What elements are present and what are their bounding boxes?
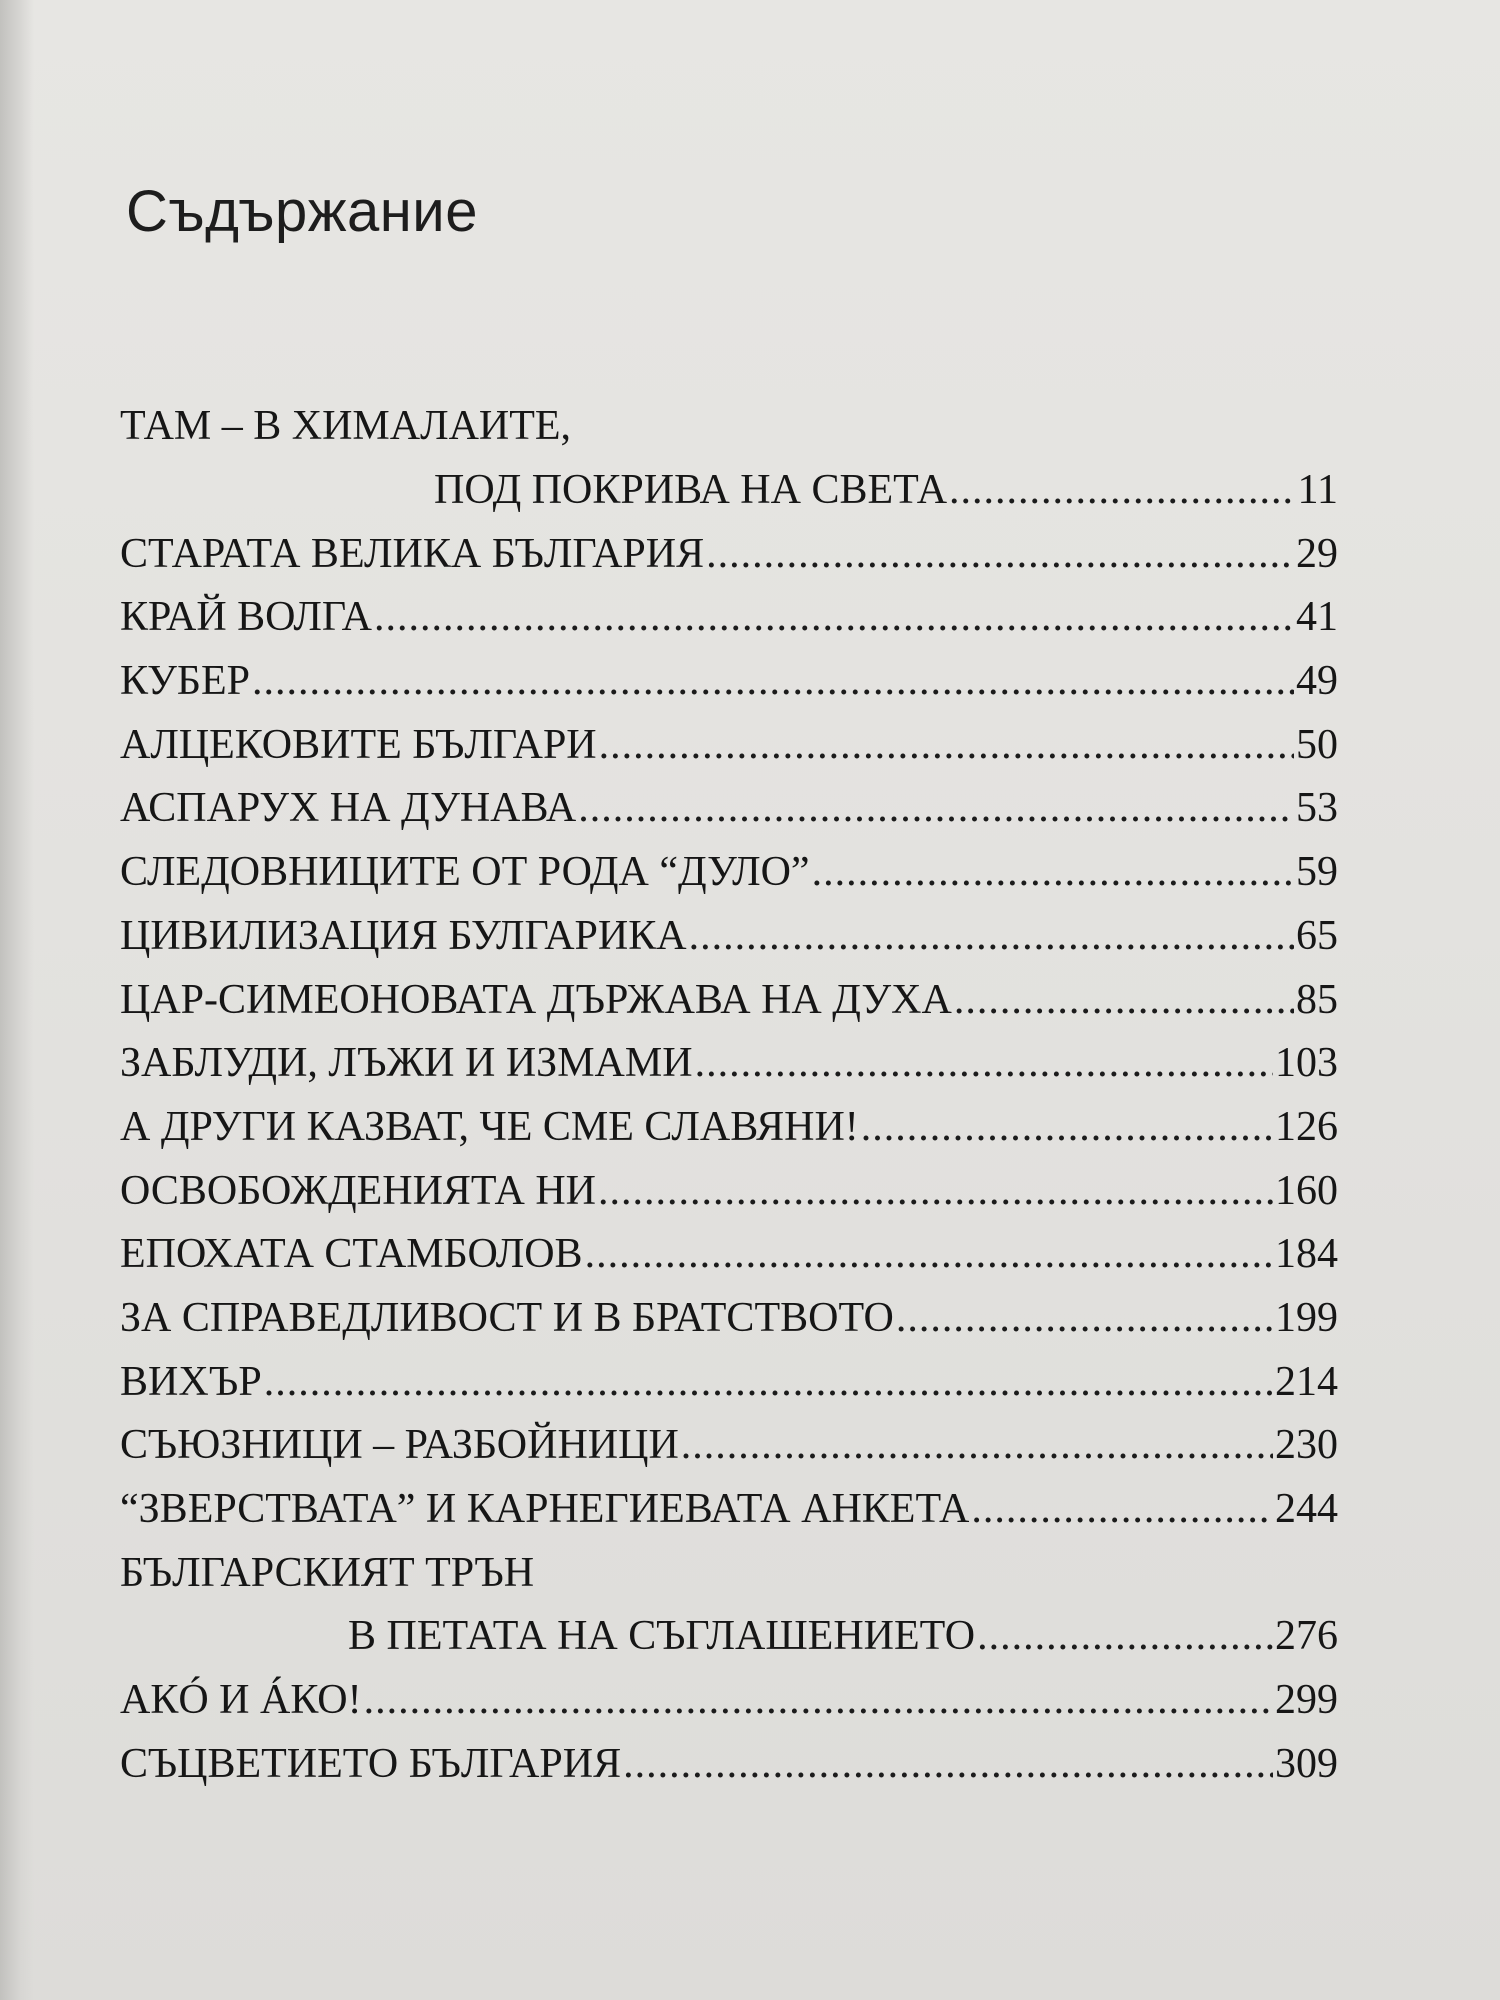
dot-leader <box>861 1096 1273 1160</box>
toc-entry-title: ЦИВИЛИЗАЦИЯ БУЛГАРИКА <box>120 912 687 959</box>
dot-leader <box>971 1478 1273 1542</box>
dot-leader <box>954 969 1294 1033</box>
toc-entry-title: СЪЮЗНИЦИ – РАЗБОЙНИЦИ <box>120 1422 679 1469</box>
toc-page-number: 11 <box>1297 467 1338 513</box>
toc-page-number: 199 <box>1275 1294 1338 1341</box>
toc-page-number: 29 <box>1296 530 1338 577</box>
toc-entry-title: ТАМ – В ХИМАЛАИТЕ, <box>120 403 572 449</box>
toc-page-number: 65 <box>1296 912 1338 959</box>
dot-leader <box>252 650 1294 714</box>
toc-page-number: 59 <box>1296 849 1338 896</box>
toc-page-number: 299 <box>1275 1677 1338 1724</box>
toc-page-number: 41 <box>1296 594 1338 641</box>
toc-page-number: 276 <box>1275 1613 1338 1660</box>
page-title: Съдържание <box>126 179 478 244</box>
toc-entry <box>120 1733 1338 1797</box>
toc-entry-title: СТАРАТА ВЕЛИКА БЪЛГАРИЯ <box>120 530 705 577</box>
toc-entry <box>120 714 1338 778</box>
toc-entry <box>120 1351 1338 1415</box>
dot-leader <box>364 1669 1273 1733</box>
dot-leader <box>706 523 1294 587</box>
toc-page-number: 103 <box>1275 1040 1338 1087</box>
toc-page-number: 53 <box>1296 785 1338 832</box>
toc-entry-title: ОСВОБОЖДЕНИЯТА НИ <box>120 1167 596 1214</box>
dot-leader <box>896 1287 1273 1351</box>
toc-entry <box>120 1287 1338 1351</box>
toc-entry <box>120 969 1338 1033</box>
toc-page-number: 85 <box>1296 976 1338 1023</box>
dot-leader <box>695 1032 1273 1096</box>
toc-entry-title: “ЗВЕРСТВАТА” И КАРНЕГИЕВАТА АНКЕТА <box>120 1486 970 1532</box>
toc-entry-title: ВИХЪР <box>120 1358 262 1405</box>
toc-entry-title: ЗАБЛУДИ, ЛЪЖИ И ИЗМАМИ <box>120 1040 693 1087</box>
toc-entry <box>120 1478 1338 1542</box>
dot-leader <box>689 905 1294 969</box>
toc-entry <box>120 395 1338 459</box>
toc-entry <box>120 1414 1338 1478</box>
dot-leader <box>949 459 1296 523</box>
toc-page-number: 49 <box>1296 658 1338 705</box>
toc-page-number: 309 <box>1275 1740 1338 1787</box>
dot-leader <box>812 841 1294 905</box>
toc-entry-title: СЪЦВЕТИЕТО БЪЛГАРИЯ <box>120 1740 622 1787</box>
toc-page-number: 214 <box>1275 1358 1338 1405</box>
page-gutter-shadow <box>0 0 34 2000</box>
dot-leader <box>578 777 1294 841</box>
toc-entry <box>120 459 1338 523</box>
toc-page-number: 160 <box>1275 1167 1338 1214</box>
toc-entry-title: АЛЦЕКОВИТЕ БЪЛГАРИ <box>120 721 597 768</box>
toc-entry <box>120 1096 1338 1160</box>
dot-leader <box>977 1605 1273 1669</box>
toc-entry <box>120 905 1338 969</box>
toc-page-number: 126 <box>1275 1103 1338 1150</box>
toc-page-number: 184 <box>1275 1231 1338 1278</box>
dot-leader <box>599 714 1294 778</box>
toc-entry <box>120 650 1338 714</box>
toc-entry <box>120 841 1338 905</box>
toc-entry-title: В ПЕТАТА НА СЪГЛАШЕНИЕТО <box>348 1613 976 1660</box>
toc-entry <box>120 1032 1338 1096</box>
toc-entry <box>120 777 1338 841</box>
toc-entry <box>120 1669 1338 1733</box>
dot-leader <box>374 586 1294 650</box>
toc-entry <box>120 523 1338 587</box>
toc-entry-title: АКÓ И ÁКО! <box>120 1677 362 1724</box>
toc-entry <box>120 1605 1338 1669</box>
toc-entry <box>120 1160 1338 1224</box>
toc-entry-title: А ДРУГИ КАЗВАТ, ЧЕ СМЕ СЛАВЯНИ! <box>120 1103 859 1150</box>
toc-entry-title: КУБЕР <box>120 658 251 705</box>
toc-page-number: 230 <box>1275 1422 1338 1469</box>
toc-entry <box>120 586 1338 650</box>
toc-page-number: 50 <box>1296 721 1338 768</box>
dot-leader <box>264 1351 1273 1415</box>
dot-leader <box>598 1160 1273 1224</box>
toc-entry-title: КРАЙ ВОЛГА <box>120 594 372 641</box>
toc-entry <box>120 1542 1338 1606</box>
dot-leader <box>585 1223 1273 1287</box>
toc-entry-title: БЪЛГАРСКИЯТ ТРЪН <box>120 1549 535 1596</box>
toc-entry-title: ЕПОХАТА СТАМБОЛОВ <box>120 1231 583 1278</box>
dot-leader <box>623 1733 1273 1797</box>
toc-entry-title: ЦАР-СИМЕОНОВАТА ДЪРЖАВА НА ДУХА <box>120 976 952 1023</box>
toc-entry-title: ПОД ПОКРИВА НА СВЕТА <box>434 467 948 513</box>
toc-page-number: 244 <box>1275 1486 1338 1532</box>
toc-entry-title: АСПАРУХ НА ДУНАВА <box>120 785 577 832</box>
dot-leader <box>681 1414 1273 1478</box>
toc-entry-title: ЗА СПРАВЕДЛИВОСТ И В БРАТСТВОТО <box>120 1294 894 1341</box>
toc-entry-title: СЛЕДОВНИЦИТЕ ОТ РОДА “ДУЛО” <box>120 849 810 896</box>
table-of-contents <box>120 395 1338 1796</box>
toc-entry <box>120 1223 1338 1287</box>
